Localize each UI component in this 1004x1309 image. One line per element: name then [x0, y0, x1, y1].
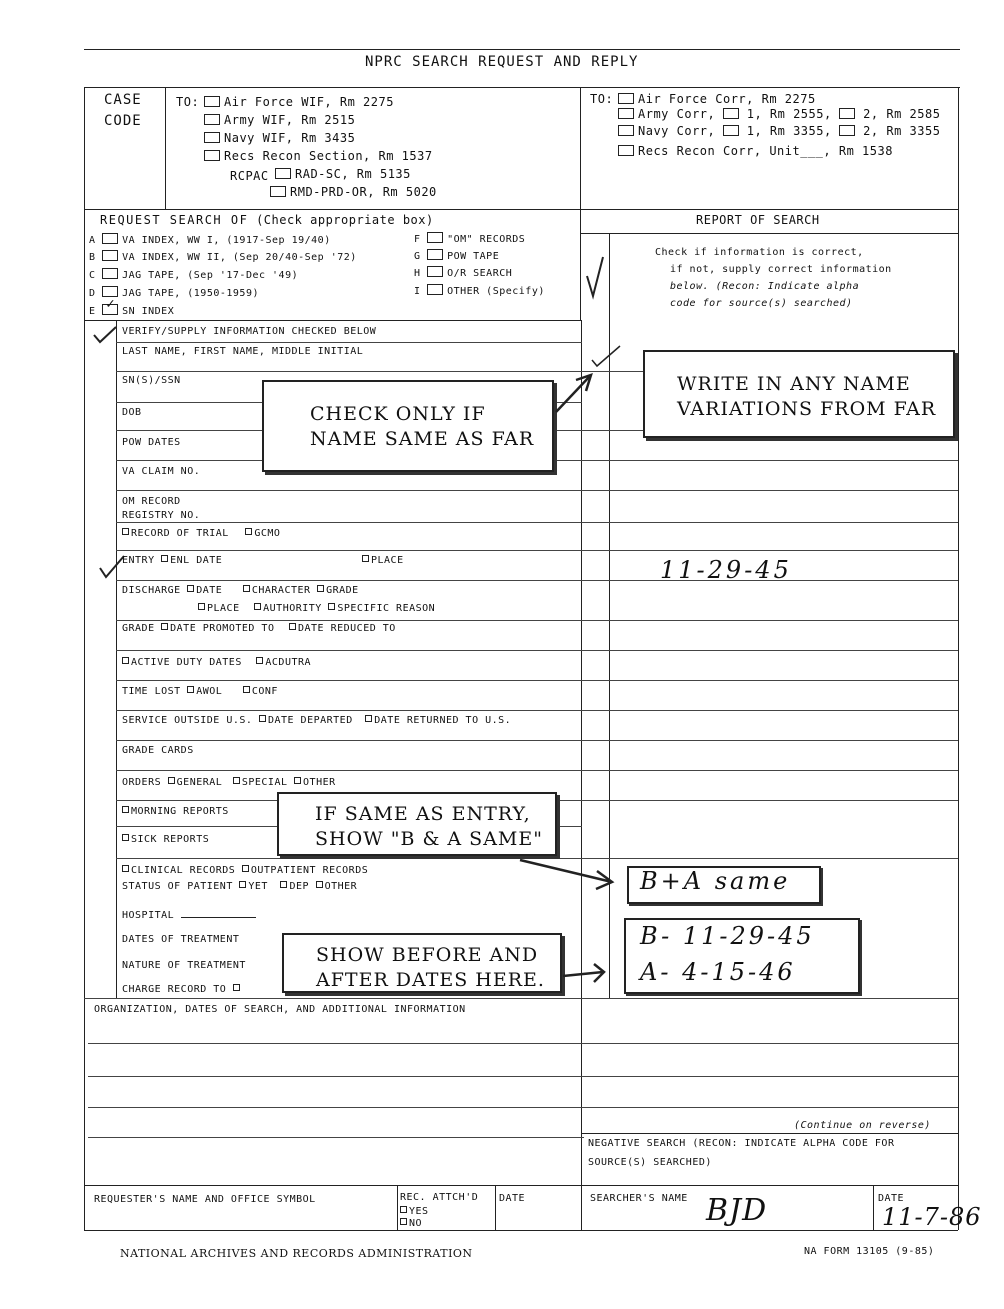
report-instruction-4: code for source(s) searched)	[670, 298, 853, 309]
handwritten-after-date: A- 4-15-46	[640, 958, 796, 986]
handwritten-search-date: 11-7-86	[882, 1203, 982, 1231]
to-right-label: TO:	[590, 92, 614, 106]
request-search-title: REQUEST SEARCH OF (Check appropriate box)	[100, 213, 434, 227]
search-option-a[interactable]: A VA INDEX, WW I, (1917-Sep 19/40)	[89, 235, 331, 246]
form-title: NPRC SEARCH REQUEST AND REPLY	[365, 54, 639, 70]
field-sick-reports[interactable]: SICK REPORTS	[122, 833, 209, 846]
checkbox[interactable]	[239, 881, 246, 888]
row-rule	[116, 858, 958, 859]
search-option-h[interactable]: H O/R SEARCH	[414, 268, 513, 279]
field-grade-cards: GRADE CARDS	[122, 745, 194, 756]
to-section-rule	[84, 209, 958, 210]
field-hospital: HOSPITAL	[122, 909, 256, 922]
field-grade[interactable]: GRADE DATE PROMOTED TO DATE REDUCED TO	[122, 623, 396, 634]
row-rule	[116, 740, 958, 741]
checkbox[interactable]	[723, 125, 739, 136]
form-number: NA FORM 13105 (9-85)	[804, 1246, 935, 1257]
checkbox[interactable]	[243, 585, 250, 592]
handwritten-ba-same: B+A same	[640, 867, 791, 895]
field-om-registry-label: REGISTRY NO.	[122, 510, 201, 521]
verify-label: VERIFY/SUPPLY INFORMATION CHECKED BELOW	[122, 326, 377, 337]
rcpac-label: RCPAC	[230, 169, 269, 183]
checkbox[interactable]	[362, 555, 369, 562]
to-left-label: TO:	[176, 95, 200, 109]
report-instruction-1: Check if information is correct,	[655, 247, 864, 258]
to-right-item[interactable]: Army Corr, 1, Rm 2555, 2, Rm 2585	[618, 108, 940, 121]
report-instruction-3: below. (Recon: Indicate alpha	[670, 281, 860, 292]
field-om-record-label: OM RECORD	[122, 496, 181, 507]
callout-if-same: IF SAME AS ENTRY, SHOW "B & A SAME"	[277, 792, 557, 856]
checkbox[interactable]	[427, 284, 443, 295]
footer-divider	[397, 1185, 398, 1230]
checkbox[interactable]	[275, 168, 291, 179]
checkbox[interactable]	[839, 125, 855, 136]
check-mark-icon	[92, 325, 118, 345]
case-label: CASE	[104, 92, 142, 108]
field-status-of-patient[interactable]: STATUS OF PATIENT YET DEP OTHER	[122, 881, 358, 892]
rec-attchd-no[interactable]: NO	[400, 1217, 422, 1230]
field-active-duty[interactable]: ACTIVE DUTY DATES ACDUTRA	[122, 656, 311, 669]
checkbox[interactable]	[245, 528, 252, 535]
row-rule	[116, 650, 958, 651]
negative-search-label-1: NEGATIVE SEARCH (RECON: INDICATE ALPHA CODE FOR	[588, 1138, 895, 1149]
checkbox[interactable]	[259, 715, 266, 722]
row-rule	[116, 550, 958, 551]
field-service-outside[interactable]: SERVICE OUTSIDE U.S. DATE DEPARTED DATE RETURNED TO U.S.	[122, 715, 512, 726]
footer-date-label: DATE	[499, 1193, 526, 1204]
checkbox[interactable]	[280, 881, 287, 888]
checkbox[interactable]	[365, 715, 372, 722]
row-rule	[116, 342, 582, 343]
field-organization: ORGANIZATION, DATES OF SEARCH, AND ADDITIONAL INFORMATION	[94, 1004, 466, 1015]
searcher-signature: BJD	[706, 1193, 768, 1228]
right-border	[958, 87, 959, 1230]
to-left-item[interactable]: Air Force WIF, Rm 2275	[204, 96, 394, 109]
field-sn-label: SN(S)/SSN	[122, 375, 181, 386]
checkbox[interactable]	[427, 249, 443, 260]
search-option-g[interactable]: G POW TAPE	[414, 251, 500, 262]
callout-write-in: WRITE IN ANY NAME VARIATIONS FROM FAR	[643, 350, 955, 438]
code-label: CODE	[104, 113, 142, 129]
row-rule	[116, 620, 958, 621]
org-line	[88, 1076, 958, 1077]
row-rule	[116, 490, 958, 491]
report-title-rule	[581, 233, 958, 234]
checkbox[interactable]	[400, 1206, 407, 1213]
search-option-e[interactable]: E ✓ SN INDEX	[89, 296, 175, 317]
checkbox[interactable]	[161, 623, 168, 630]
request-section-rule	[84, 320, 582, 321]
field-entry-place[interactable]: PLACE	[362, 554, 404, 567]
field-pow-label: POW DATES	[122, 437, 181, 448]
top-rule	[84, 49, 960, 50]
agency-label: NATIONAL ARCHIVES AND RECORDS ADMINISTRATION	[120, 1247, 473, 1260]
org-line	[88, 1107, 958, 1108]
checkbox[interactable]	[102, 250, 118, 261]
row-rule	[116, 710, 958, 711]
field-morning-reports[interactable]: MORNING REPORTS	[122, 805, 229, 818]
check-mark-icon	[584, 254, 606, 300]
field-entry[interactable]: ENTRY ENL DATE	[122, 555, 223, 566]
handwritten-entry-date: 11-29-45	[660, 556, 792, 584]
rec-attchd-yes[interactable]: YES	[400, 1205, 429, 1218]
checkbox[interactable]	[839, 108, 855, 119]
continue-note: (Continue on reverse)	[794, 1120, 931, 1131]
checkbox[interactable]	[233, 777, 240, 784]
callout-check-only: CHECK ONLY IF NAME SAME AS FAR	[262, 380, 554, 472]
to-left-item[interactable]: Army WIF, Rm 2515	[204, 114, 355, 127]
row-rule	[116, 770, 958, 771]
checkbox[interactable]	[317, 585, 324, 592]
to-left-item[interactable]: Navy WIF, Rm 3435	[204, 132, 355, 145]
search-option-c[interactable]: C JAG TAPE, (Sep '17-Dec '49)	[89, 270, 299, 281]
checkbox[interactable]	[122, 657, 129, 664]
to-left-item[interactable]: Recs Recon Section, Rm 1537	[204, 150, 433, 163]
field-discharge-2[interactable]: PLACE AUTHORITY SPECIFIC REASON	[198, 602, 435, 615]
checkbox[interactable]	[316, 881, 323, 888]
check-mark-icon	[590, 344, 622, 368]
field-charge-record[interactable]: CHARGE RECORD TO	[122, 983, 242, 996]
field-dates-of-treatment: DATES OF TREATMENT	[122, 934, 240, 945]
field-clinical-records[interactable]: CLINICAL RECORDS OUTPATIENT RECORDS	[122, 864, 368, 877]
checkbox[interactable]	[168, 777, 175, 784]
checkbox[interactable]	[187, 686, 194, 693]
title-rule	[84, 87, 960, 88]
checkbox[interactable]	[122, 865, 129, 872]
checkbox[interactable]	[204, 150, 220, 161]
field-va-claim-label: VA CLAIM NO.	[122, 466, 201, 477]
checkbox[interactable]	[198, 603, 205, 610]
checkbox[interactable]	[618, 93, 634, 104]
footer-divider	[873, 1185, 874, 1230]
field-time-lost[interactable]: TIME LOST AWOL CONF	[122, 686, 278, 697]
checkbox[interactable]	[204, 96, 220, 107]
searcher-name-label: SEARCHER'S NAME	[590, 1193, 688, 1204]
checkbox[interactable]	[187, 585, 194, 592]
field-dob-label: DOB	[122, 407, 142, 418]
org-line	[88, 1137, 584, 1138]
field-record-of-trial[interactable]: RECORD OF TRIAL GCMO	[122, 527, 280, 540]
checkbox[interactable]	[233, 984, 240, 991]
to-right-item[interactable]: Navy Corr, 1, Rm 3355, 2, Rm 3355	[618, 125, 940, 138]
checkbox[interactable]	[270, 186, 286, 197]
rcpac-item[interactable]: RMD-PRD-OR, Rm 5020	[270, 186, 437, 199]
report-of-search-title: REPORT OF SEARCH	[696, 213, 820, 227]
footer-divider	[495, 1185, 496, 1230]
checkbox-checked[interactable]: ✓	[102, 304, 118, 315]
case-code-divider	[165, 87, 166, 209]
checkbox[interactable]	[204, 114, 220, 125]
rcpac-item[interactable]: RAD-SC, Rm 5135	[275, 168, 411, 181]
field-nature-of-treatment: NATURE OF TREATMENT	[122, 960, 246, 971]
negative-search-label-2: SOURCE(S) SEARCHED)	[588, 1157, 712, 1168]
row-rule	[116, 522, 958, 523]
checkbox[interactable]	[122, 528, 129, 535]
checkbox[interactable]	[400, 1218, 407, 1225]
search-option-b[interactable]: B VA INDEX, WW II, (Sep 20/40-Sep '72)	[89, 252, 357, 263]
row-rule	[84, 998, 958, 999]
footer-row-top	[84, 1185, 958, 1186]
checkbox[interactable]	[204, 132, 220, 143]
rec-attchd-label: REC. ATTCH'D	[400, 1192, 479, 1203]
row-rule	[116, 680, 958, 681]
checkbox[interactable]	[102, 233, 118, 244]
checkbox[interactable]	[256, 657, 263, 664]
negative-search-top	[582, 1133, 958, 1134]
field-name-label: LAST NAME, FIRST NAME, MIDDLE INITIAL	[122, 346, 364, 357]
footer-date2-label: DATE	[878, 1193, 905, 1204]
checkbox[interactable]	[242, 865, 249, 872]
field-discharge[interactable]: DISCHARGE DATE CHARACTER GRADE	[122, 585, 359, 596]
checkbox[interactable]	[122, 834, 129, 841]
checkbox[interactable]	[243, 686, 250, 693]
checkbox[interactable]	[122, 806, 129, 813]
handwritten-before-date: B- 11-29-45	[640, 922, 815, 950]
left-border	[84, 87, 85, 1230]
checkbox[interactable]	[618, 145, 634, 156]
search-option-i[interactable]: I OTHER (Specify)	[414, 286, 545, 297]
checkbox[interactable]	[254, 603, 261, 610]
row-rule	[116, 580, 958, 581]
to-right-item[interactable]: Recs Recon Corr, Unit___, Rm 1538	[618, 145, 893, 158]
center-divider-top	[580, 87, 581, 320]
center-divider	[581, 320, 582, 1230]
field-orders[interactable]: ORDERS GENERAL SPECIAL OTHER	[122, 777, 336, 788]
checkbox[interactable]	[618, 108, 634, 119]
checkbox[interactable]	[294, 777, 301, 784]
requester-label: REQUESTER'S NAME AND OFFICE SYMBOL	[94, 1194, 316, 1205]
search-option-f[interactable]: F "OM" RECORDS	[414, 234, 526, 245]
report-instruction-2: if not, supply correct information	[670, 264, 892, 275]
checkbox[interactable]	[427, 266, 443, 277]
callout-show-before: SHOW BEFORE AND AFTER DATES HERE.	[282, 933, 562, 993]
checkbox[interactable]	[102, 268, 118, 279]
footer-row-bottom	[84, 1230, 958, 1231]
checkbox[interactable]	[161, 555, 168, 562]
checkbox[interactable]	[427, 232, 443, 243]
field-left-divider	[116, 320, 117, 998]
checkbox[interactable]	[328, 603, 335, 610]
to-right-item[interactable]: Air Force Corr, Rm 2275	[618, 93, 816, 106]
org-line	[88, 1043, 958, 1044]
checkbox[interactable]	[618, 125, 634, 136]
search-option-d[interactable]: D JAG TAPE, (1950-1959)	[89, 288, 259, 299]
checkbox[interactable]	[289, 623, 296, 630]
checkbox[interactable]	[723, 108, 739, 119]
